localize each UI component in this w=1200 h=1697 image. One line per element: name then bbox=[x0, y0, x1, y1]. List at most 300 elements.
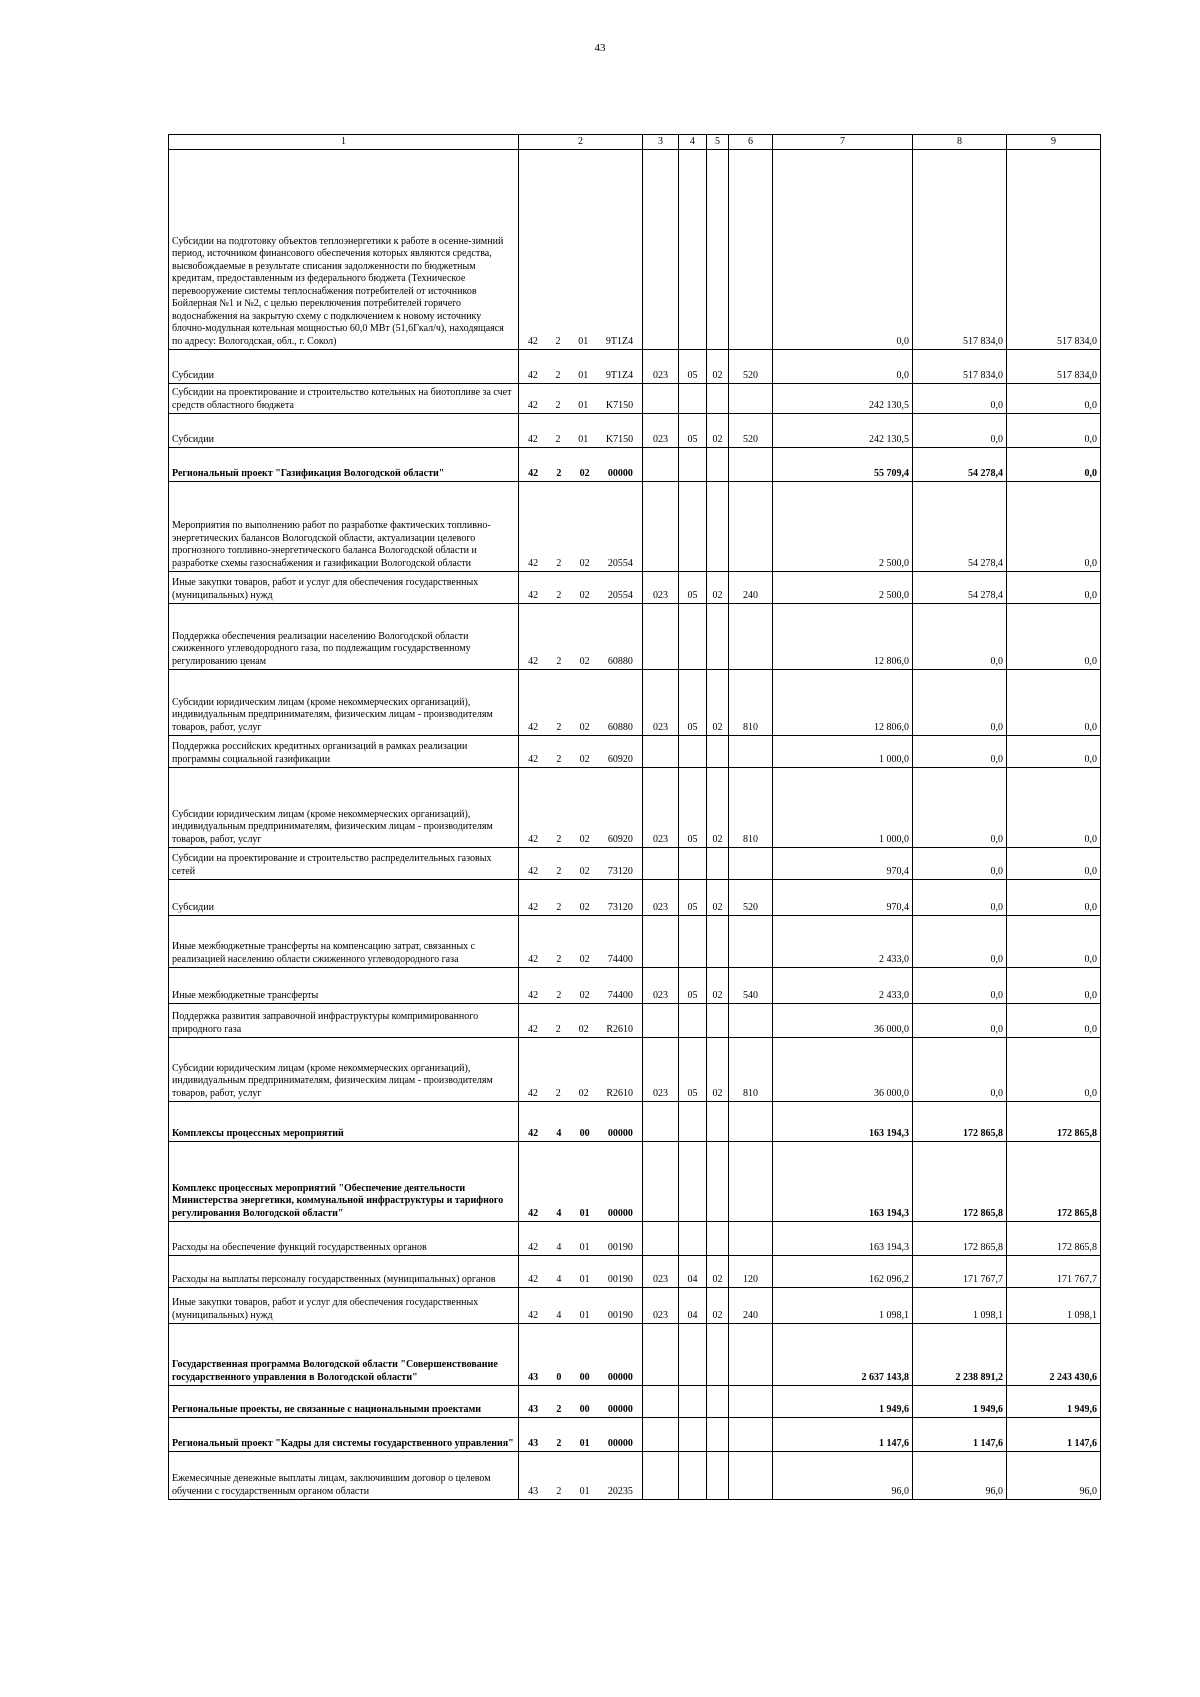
row-ministry-code bbox=[643, 916, 679, 968]
code-element: 01 bbox=[579, 1241, 590, 1253]
row-name: Расходы на выплаты персоналу государственных (муниципальных) органов bbox=[169, 1256, 519, 1288]
code-direction: 9T1Z4 bbox=[605, 369, 634, 381]
code-element: 02 bbox=[578, 1023, 589, 1035]
code-type: 2 bbox=[555, 1023, 561, 1035]
table-row bbox=[169, 1386, 1101, 1418]
row-amount-col8: 0,0 bbox=[913, 1038, 1007, 1102]
code-program: 43 bbox=[528, 1437, 539, 1449]
code-program: 42 bbox=[528, 721, 539, 733]
code-type: 4 bbox=[556, 1207, 562, 1219]
row-section bbox=[679, 150, 707, 350]
row-subsection bbox=[707, 916, 729, 968]
code-element: 02 bbox=[579, 557, 590, 569]
table-row bbox=[169, 350, 1101, 384]
header-cell: 9 bbox=[1007, 135, 1101, 150]
row-name: Субсидии на проектирование и строительство котельных на биотопливе за счет средств областного бюджета bbox=[169, 384, 519, 414]
row-ministry-code: 023 bbox=[643, 968, 679, 1004]
code-element: 01 bbox=[579, 1273, 590, 1285]
row-amount-col8: 0,0 bbox=[913, 848, 1007, 880]
row-amount-col7: 2 637 143,8 bbox=[773, 1324, 913, 1386]
code-direction: 60880 bbox=[607, 721, 633, 733]
code-direction: 60920 bbox=[607, 753, 633, 765]
row-subsection bbox=[707, 1004, 729, 1038]
header-cell: 3 bbox=[643, 135, 679, 150]
code-element: 02 bbox=[578, 1087, 589, 1099]
target-article-code bbox=[519, 834, 642, 847]
target-article-code bbox=[519, 1024, 642, 1037]
row-subsection bbox=[707, 150, 729, 350]
row-section: 05 bbox=[679, 414, 707, 448]
budget-table bbox=[168, 134, 1101, 1500]
row-amount-col9: 0,0 bbox=[1007, 448, 1101, 482]
row-ministry-code bbox=[643, 848, 679, 880]
code-type: 2 bbox=[556, 467, 562, 479]
row-name: Региональный проект "Газификация Вологодской области" bbox=[169, 448, 519, 482]
code-type: 2 bbox=[555, 335, 561, 347]
table-row bbox=[169, 414, 1101, 448]
code-element: 00 bbox=[579, 1371, 590, 1383]
table-row bbox=[169, 670, 1101, 736]
row-ministry-code bbox=[643, 1324, 679, 1386]
row-subsection bbox=[707, 1386, 729, 1418]
row-amount-col8: 172 865,8 bbox=[913, 1102, 1007, 1142]
code-type: 2 bbox=[556, 833, 562, 845]
row-subsection bbox=[707, 848, 729, 880]
code-direction: 20554 bbox=[607, 557, 633, 569]
code-element: 02 bbox=[579, 901, 590, 913]
row-expense-type bbox=[729, 848, 773, 880]
code-element: 00 bbox=[579, 1127, 590, 1139]
row-section bbox=[679, 1142, 707, 1222]
code-type: 4 bbox=[556, 1127, 562, 1139]
table-row bbox=[169, 572, 1101, 604]
table-row bbox=[169, 384, 1101, 414]
target-article-code bbox=[519, 902, 642, 915]
target-article-code bbox=[519, 1208, 642, 1221]
row-amount-col8: 517 834,0 bbox=[913, 350, 1007, 384]
row-section bbox=[679, 384, 707, 414]
row-amount-col8: 0,0 bbox=[913, 604, 1007, 670]
header-cell: 4 bbox=[679, 135, 707, 150]
row-amount-col7: 970,4 bbox=[773, 880, 913, 916]
row-amount-col7: 12 806,0 bbox=[773, 670, 913, 736]
row-ministry-code: 023 bbox=[643, 768, 679, 848]
target-article-code bbox=[519, 400, 642, 413]
row-amount-col7: 2 433,0 bbox=[773, 916, 913, 968]
row-amount-col9: 1 147,6 bbox=[1007, 1418, 1101, 1452]
row-section: 05 bbox=[679, 670, 707, 736]
row-name: Государственная программа Вологодской области "Совершенствование государственного управления в Вологодской области" bbox=[169, 1324, 519, 1386]
row-amount-col9: 0,0 bbox=[1007, 968, 1101, 1004]
code-direction: 9T1Z4 bbox=[605, 335, 634, 347]
row-target-article bbox=[519, 384, 643, 414]
row-expense-type: 810 bbox=[729, 670, 773, 736]
row-amount-col9: 0,0 bbox=[1007, 414, 1101, 448]
row-section bbox=[679, 848, 707, 880]
code-program: 42 bbox=[528, 589, 539, 601]
target-article-code bbox=[519, 1242, 642, 1255]
target-article-code bbox=[519, 468, 642, 481]
row-amount-col8: 0,0 bbox=[913, 768, 1007, 848]
row-expense-type bbox=[729, 482, 773, 572]
row-subsection bbox=[707, 1418, 729, 1452]
code-program: 42 bbox=[528, 557, 539, 569]
target-article-code bbox=[519, 370, 642, 383]
code-direction: 74400 bbox=[607, 989, 633, 1001]
row-ministry-code: 023 bbox=[643, 1038, 679, 1102]
header-cell: 6 bbox=[729, 135, 773, 150]
row-expense-type bbox=[729, 1142, 773, 1222]
row-section bbox=[679, 1102, 707, 1142]
row-amount-col7: 0,0 bbox=[773, 350, 913, 384]
target-article-code bbox=[519, 1088, 642, 1101]
code-direction: R2610 bbox=[606, 1023, 634, 1035]
row-subsection bbox=[707, 604, 729, 670]
row-amount-col9: 0,0 bbox=[1007, 572, 1101, 604]
table-row bbox=[169, 1324, 1101, 1386]
row-section: 05 bbox=[679, 572, 707, 604]
row-subsection bbox=[707, 1452, 729, 1500]
row-ministry-code: 023 bbox=[643, 1288, 679, 1324]
row-expense-type bbox=[729, 448, 773, 482]
target-article-code bbox=[519, 1372, 642, 1385]
row-name: Субсидии юридическим лицам (кроме некоммерческих организаций), индивидуальным предпринимателям, физическим лицам - производителям товаров, работ, услуг bbox=[169, 1038, 519, 1102]
row-amount-col7: 242 130,5 bbox=[773, 384, 913, 414]
row-section bbox=[679, 1324, 707, 1386]
code-program: 42 bbox=[528, 1241, 539, 1253]
code-type: 2 bbox=[556, 865, 562, 877]
row-section: 04 bbox=[679, 1288, 707, 1324]
row-amount-col9: 1 949,6 bbox=[1007, 1386, 1101, 1418]
row-amount-col7: 2 433,0 bbox=[773, 968, 913, 1004]
row-amount-col8: 517 834,0 bbox=[913, 150, 1007, 350]
row-amount-col7: 163 194,3 bbox=[773, 1102, 913, 1142]
row-section bbox=[679, 916, 707, 968]
row-amount-col8: 0,0 bbox=[913, 414, 1007, 448]
code-type: 2 bbox=[555, 369, 561, 381]
row-amount-col7: 242 130,5 bbox=[773, 414, 913, 448]
header-cell: 8 bbox=[913, 135, 1007, 150]
row-expense-type bbox=[729, 1452, 773, 1500]
row-target-article bbox=[519, 1452, 643, 1500]
table-body bbox=[169, 150, 1101, 1500]
header-cell: 1 bbox=[169, 135, 519, 150]
code-direction: 20235 bbox=[607, 1485, 633, 1497]
row-expense-type bbox=[729, 916, 773, 968]
code-direction: 60920 bbox=[607, 833, 633, 845]
row-target-article bbox=[519, 768, 643, 848]
row-amount-col8: 0,0 bbox=[913, 916, 1007, 968]
code-direction: 00000 bbox=[607, 1127, 633, 1139]
code-program: 42 bbox=[528, 1309, 539, 1321]
table-row bbox=[169, 1288, 1101, 1324]
row-amount-col9: 0,0 bbox=[1007, 604, 1101, 670]
row-amount-col7: 163 194,3 bbox=[773, 1142, 913, 1222]
code-direction: 00000 bbox=[607, 1371, 633, 1383]
row-amount-col9: 172 865,8 bbox=[1007, 1102, 1101, 1142]
row-name: Поддержка российских кредитных организаций в рамках реализации программы социальной газификации bbox=[169, 736, 519, 768]
code-type: 2 bbox=[556, 989, 562, 1001]
code-program: 42 bbox=[528, 953, 539, 965]
row-name: Региональный проект "Кадры для системы государственного управления" bbox=[169, 1418, 519, 1452]
row-amount-col7: 96,0 bbox=[773, 1452, 913, 1500]
code-type: 2 bbox=[556, 1403, 562, 1415]
row-expense-type bbox=[729, 384, 773, 414]
target-article-code bbox=[519, 1274, 642, 1287]
row-name: Комплексы процессных мероприятий bbox=[169, 1102, 519, 1142]
code-direction: 00000 bbox=[607, 1437, 633, 1449]
row-section: 04 bbox=[679, 1256, 707, 1288]
row-amount-col9: 0,0 bbox=[1007, 848, 1101, 880]
row-amount-col8: 96,0 bbox=[913, 1452, 1007, 1500]
row-name: Иные межбюджетные трансферты на компенсацию затрат, связанных с реализацией населению области сжиженного углеводородного газа bbox=[169, 916, 519, 968]
code-program: 43 bbox=[528, 1485, 539, 1497]
row-amount-col9: 0,0 bbox=[1007, 1038, 1101, 1102]
code-program: 42 bbox=[528, 467, 539, 479]
code-direction: 00000 bbox=[607, 1403, 633, 1415]
table-row bbox=[169, 768, 1101, 848]
row-subsection bbox=[707, 482, 729, 572]
target-article-code bbox=[519, 1486, 642, 1499]
code-direction: 20554 bbox=[607, 589, 633, 601]
code-type: 2 bbox=[556, 589, 562, 601]
row-expense-type: 520 bbox=[729, 880, 773, 916]
row-name: Субсидии на проектирование и строительство распределительных газовых сетей bbox=[169, 848, 519, 880]
target-article-code bbox=[519, 754, 642, 767]
row-target-article bbox=[519, 1038, 643, 1102]
code-direction: 00190 bbox=[607, 1309, 633, 1321]
row-amount-col8: 0,0 bbox=[913, 1004, 1007, 1038]
code-element: 01 bbox=[579, 1437, 590, 1449]
row-section: 05 bbox=[679, 768, 707, 848]
row-subsection: 02 bbox=[707, 350, 729, 384]
target-article-code bbox=[519, 558, 642, 571]
row-amount-col8: 1 147,6 bbox=[913, 1418, 1007, 1452]
row-ministry-code bbox=[643, 482, 679, 572]
row-amount-col8: 2 238 891,2 bbox=[913, 1324, 1007, 1386]
row-expense-type bbox=[729, 1102, 773, 1142]
code-direction: 60880 bbox=[607, 655, 633, 667]
table-row bbox=[169, 1222, 1101, 1256]
row-amount-col9: 0,0 bbox=[1007, 916, 1101, 968]
target-article-code bbox=[519, 590, 642, 603]
row-name: Субсидии на подготовку объектов теплоэнергетики к работе в осенне-зимний период, источником финансового обеспечения которых являются средства, высвобождаемые в результате списания задолженности по бюджетным кредитам, предоставленным из федерального бюджета (Техническое перевооружение системы теплоснабжения потребителей от источников Бойлерная №1 и №2, с целью переключения потребителей горячего водоснабжения на закрытую схему с подключением к новому источнику блочно-модульная котельная мощностью 60,0 МВт (51,6Гкал/ч), находящаяся по адресу: Вологодская, обл., г. Сокол) bbox=[169, 150, 519, 350]
code-element: 02 bbox=[579, 753, 590, 765]
code-program: 42 bbox=[528, 901, 539, 913]
row-ministry-code: 023 bbox=[643, 414, 679, 448]
target-article-code bbox=[519, 1310, 642, 1323]
row-expense-type: 240 bbox=[729, 1288, 773, 1324]
target-article-code bbox=[519, 656, 642, 669]
row-amount-col7: 1 147,6 bbox=[773, 1418, 913, 1452]
row-expense-type: 810 bbox=[729, 768, 773, 848]
code-element: 01 bbox=[578, 369, 589, 381]
target-article-code bbox=[519, 434, 642, 447]
target-article-code bbox=[519, 722, 642, 735]
row-ministry-code bbox=[643, 1004, 679, 1038]
table-row bbox=[169, 880, 1101, 916]
code-direction: 00000 bbox=[607, 467, 633, 479]
row-amount-col8: 0,0 bbox=[913, 968, 1007, 1004]
code-program: 42 bbox=[527, 433, 538, 445]
code-direction: 00190 bbox=[607, 1273, 633, 1285]
code-type: 2 bbox=[556, 901, 562, 913]
row-amount-col7: 2 500,0 bbox=[773, 482, 913, 572]
row-amount-col7: 1 098,1 bbox=[773, 1288, 913, 1324]
header-cell: 7 bbox=[773, 135, 913, 150]
target-article-code bbox=[519, 1128, 642, 1141]
table-row bbox=[169, 1418, 1101, 1452]
table-row bbox=[169, 916, 1101, 968]
row-target-article bbox=[519, 670, 643, 736]
code-program: 42 bbox=[527, 335, 538, 347]
code-element: 01 bbox=[578, 399, 589, 411]
row-expense-type: 520 bbox=[729, 414, 773, 448]
code-direction: 00000 bbox=[607, 1207, 633, 1219]
row-ministry-code: 023 bbox=[643, 350, 679, 384]
row-section bbox=[679, 1418, 707, 1452]
code-program: 42 bbox=[528, 833, 539, 845]
row-target-article bbox=[519, 1386, 643, 1418]
row-section bbox=[679, 1004, 707, 1038]
row-subsection: 02 bbox=[707, 670, 729, 736]
row-subsection: 02 bbox=[707, 414, 729, 448]
row-amount-col7: 0,0 bbox=[773, 150, 913, 350]
table-row bbox=[169, 448, 1101, 482]
row-subsection: 02 bbox=[707, 880, 729, 916]
row-amount-col9: 517 834,0 bbox=[1007, 350, 1101, 384]
row-amount-col7: 970,4 bbox=[773, 848, 913, 880]
code-program: 42 bbox=[528, 1273, 539, 1285]
row-section bbox=[679, 1386, 707, 1418]
row-target-article bbox=[519, 482, 643, 572]
code-element: 02 bbox=[579, 953, 590, 965]
code-element: 00 bbox=[579, 1403, 590, 1415]
table-row bbox=[169, 1038, 1101, 1102]
row-ministry-code: 023 bbox=[643, 670, 679, 736]
code-program: 42 bbox=[528, 989, 539, 1001]
page-number: 43 bbox=[594, 42, 606, 54]
row-subsection: 02 bbox=[707, 1256, 729, 1288]
row-target-article bbox=[519, 350, 643, 384]
table-row bbox=[169, 1004, 1101, 1038]
row-ministry-code bbox=[643, 736, 679, 768]
row-section bbox=[679, 482, 707, 572]
code-direction: 73120 bbox=[607, 865, 633, 877]
row-subsection: 02 bbox=[707, 768, 729, 848]
row-amount-col7: 2 500,0 bbox=[773, 572, 913, 604]
row-ministry-code: 023 bbox=[643, 572, 679, 604]
row-amount-col8: 1 098,1 bbox=[913, 1288, 1007, 1324]
code-program: 42 bbox=[527, 1087, 538, 1099]
row-amount-col8: 171 767,7 bbox=[913, 1256, 1007, 1288]
code-type: 2 bbox=[556, 721, 562, 733]
row-subsection bbox=[707, 1142, 729, 1222]
code-type: 2 bbox=[556, 1485, 562, 1497]
code-type: 2 bbox=[556, 953, 562, 965]
row-subsection bbox=[707, 384, 729, 414]
code-element: 02 bbox=[579, 989, 590, 1001]
row-ministry-code bbox=[643, 384, 679, 414]
table-row bbox=[169, 736, 1101, 768]
row-target-article bbox=[519, 1288, 643, 1324]
code-element: 01 bbox=[578, 433, 589, 445]
table-row bbox=[169, 150, 1101, 350]
row-amount-col7: 55 709,4 bbox=[773, 448, 913, 482]
target-article-code bbox=[519, 1404, 642, 1417]
code-type: 4 bbox=[556, 1273, 562, 1285]
row-expense-type bbox=[729, 604, 773, 670]
code-type: 2 bbox=[556, 655, 562, 667]
row-amount-col9: 517 834,0 bbox=[1007, 150, 1101, 350]
row-target-article bbox=[519, 1222, 643, 1256]
row-ministry-code bbox=[643, 1452, 679, 1500]
row-target-article bbox=[519, 1102, 643, 1142]
target-article-code bbox=[519, 866, 642, 879]
row-subsection: 02 bbox=[707, 968, 729, 1004]
row-amount-col8: 172 865,8 bbox=[913, 1142, 1007, 1222]
row-amount-col9: 96,0 bbox=[1007, 1452, 1101, 1500]
row-amount-col9: 2 243 430,6 bbox=[1007, 1324, 1101, 1386]
row-amount-col9: 171 767,7 bbox=[1007, 1256, 1101, 1288]
row-amount-col8: 0,0 bbox=[913, 736, 1007, 768]
row-target-article bbox=[519, 880, 643, 916]
code-element: 02 bbox=[579, 721, 590, 733]
row-name: Субсидии юридическим лицам (кроме некоммерческих организаций), индивидуальным предпринимателям, физическим лицам - производителям товаров, работ, услуг bbox=[169, 670, 519, 736]
row-name: Иные закупки товаров, работ и услуг для обеспечения государственных (муниципальных) нужд bbox=[169, 572, 519, 604]
row-ministry-code bbox=[643, 448, 679, 482]
row-target-article bbox=[519, 1256, 643, 1288]
row-name: Поддержка развития заправочной инфраструктуры компримированного природного газа bbox=[169, 1004, 519, 1038]
target-article-code bbox=[519, 990, 642, 1003]
row-amount-col8: 0,0 bbox=[913, 670, 1007, 736]
code-type: 2 bbox=[555, 433, 561, 445]
row-expense-type: 520 bbox=[729, 350, 773, 384]
code-program: 43 bbox=[528, 1371, 539, 1383]
row-target-article bbox=[519, 848, 643, 880]
row-expense-type: 120 bbox=[729, 1256, 773, 1288]
row-target-article bbox=[519, 1142, 643, 1222]
row-amount-col9: 0,0 bbox=[1007, 736, 1101, 768]
row-amount-col7: 36 000,0 bbox=[773, 1004, 913, 1038]
row-name: Региональные проекты, не связанные с национальными проектами bbox=[169, 1386, 519, 1418]
table-row bbox=[169, 482, 1101, 572]
code-program: 42 bbox=[528, 1207, 539, 1219]
row-expense-type bbox=[729, 1004, 773, 1038]
row-section: 05 bbox=[679, 1038, 707, 1102]
row-target-article bbox=[519, 572, 643, 604]
code-type: 2 bbox=[556, 557, 562, 569]
row-amount-col8: 54 278,4 bbox=[913, 448, 1007, 482]
code-element: 02 bbox=[579, 655, 590, 667]
row-target-article bbox=[519, 414, 643, 448]
code-type: 0 bbox=[556, 1371, 562, 1383]
row-target-article bbox=[519, 916, 643, 968]
row-section bbox=[679, 736, 707, 768]
code-program: 42 bbox=[528, 753, 539, 765]
row-target-article bbox=[519, 448, 643, 482]
row-target-article bbox=[519, 1418, 643, 1452]
table-header-row bbox=[169, 135, 1101, 150]
code-type: 2 bbox=[555, 399, 561, 411]
row-amount-col8: 172 865,8 bbox=[913, 1222, 1007, 1256]
row-amount-col8: 54 278,4 bbox=[913, 572, 1007, 604]
row-section: 05 bbox=[679, 350, 707, 384]
code-type: 2 bbox=[556, 1437, 562, 1449]
code-element: 01 bbox=[579, 1485, 590, 1497]
row-expense-type bbox=[729, 736, 773, 768]
row-section bbox=[679, 1452, 707, 1500]
